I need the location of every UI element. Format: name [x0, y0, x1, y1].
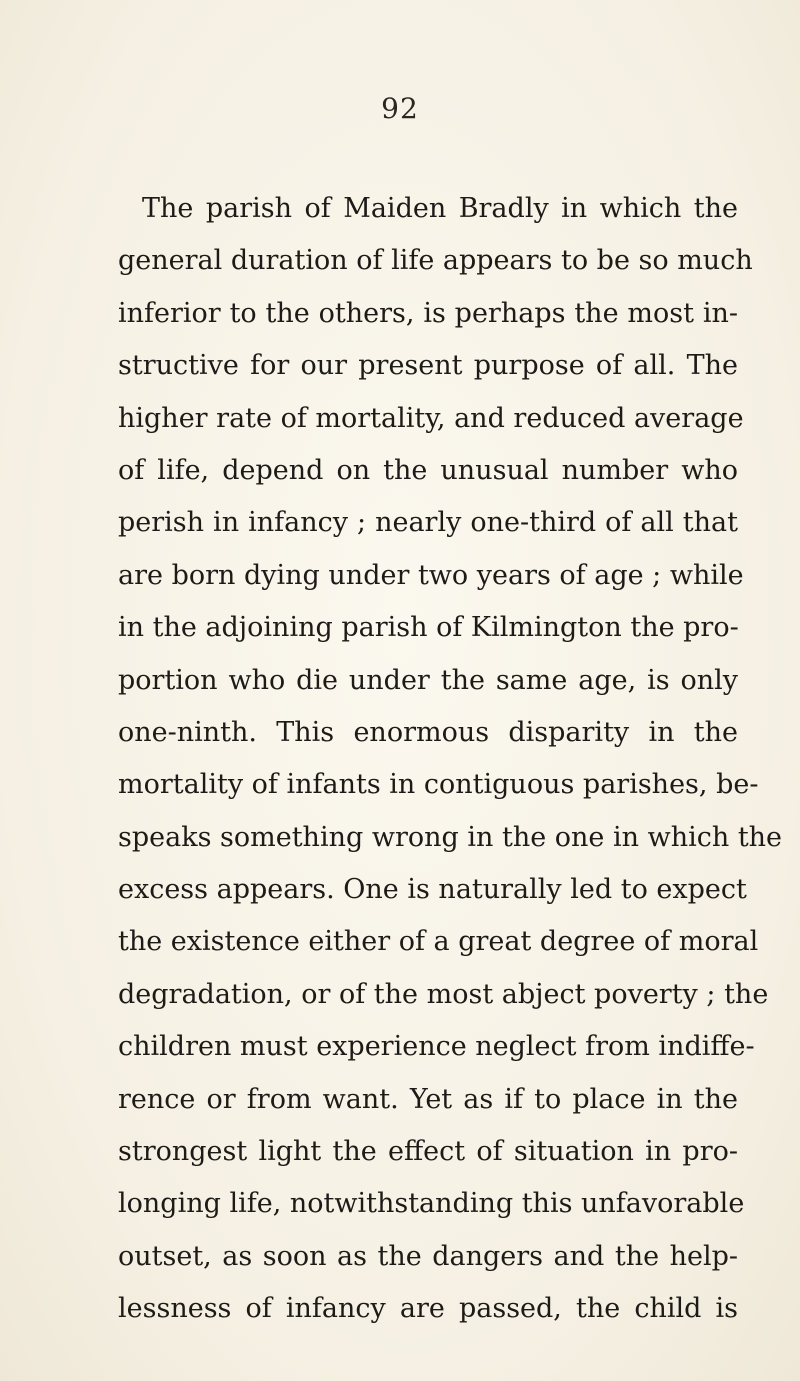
text-line: excess appears. One is naturally led to expect [118, 874, 747, 906]
text-line: lessness of infancy are passed, the child is [118, 1293, 738, 1325]
text-line: longing life, notwithstanding this unfavorable [118, 1188, 745, 1220]
text-line: inferior to the others, is perhaps the most in- [118, 297, 738, 329]
body-text [118, 183, 783, 1336]
text-line: strongest light the effect of situation in pro- [118, 1136, 738, 1168]
text-line: outset, as soon as the dangers and the help- [118, 1240, 738, 1272]
text-line: portion who die under the same age, is only [118, 664, 738, 696]
text-line: in the adjoining parish of Kilmington the pro- [118, 612, 739, 644]
text-line: degradation, or of the most abject poverty ; the [118, 978, 769, 1010]
text-line: structive for our present purpose of all. The [118, 350, 738, 382]
text-line: mortality of infants in contiguous parishes, be- [118, 769, 759, 801]
text-line: of life, depend on the unusual number who [118, 454, 738, 486]
text-line: one-ninth. This enormous disparity in the [118, 716, 738, 748]
text-line: higher rate of mortality, and reduced average [118, 402, 744, 434]
text-line: children must experience neglect from indiffe- [118, 1031, 755, 1063]
text-line: the existence either of a great degree of moral [118, 926, 759, 958]
text-line: are born dying under two years of age ; while [118, 559, 744, 591]
page-number: 92 [381, 92, 419, 125]
text-line: The parish of Maiden Bradly in which the [142, 193, 738, 224]
text-line: speaks something wrong in the one in which the [118, 821, 783, 853]
text-line: rence or from want. Yet as if to place in the [118, 1083, 738, 1115]
text-line: perish in infancy ; nearly one-third of all that [118, 507, 738, 539]
text-line: general duration of life appears to be so much [118, 245, 753, 277]
